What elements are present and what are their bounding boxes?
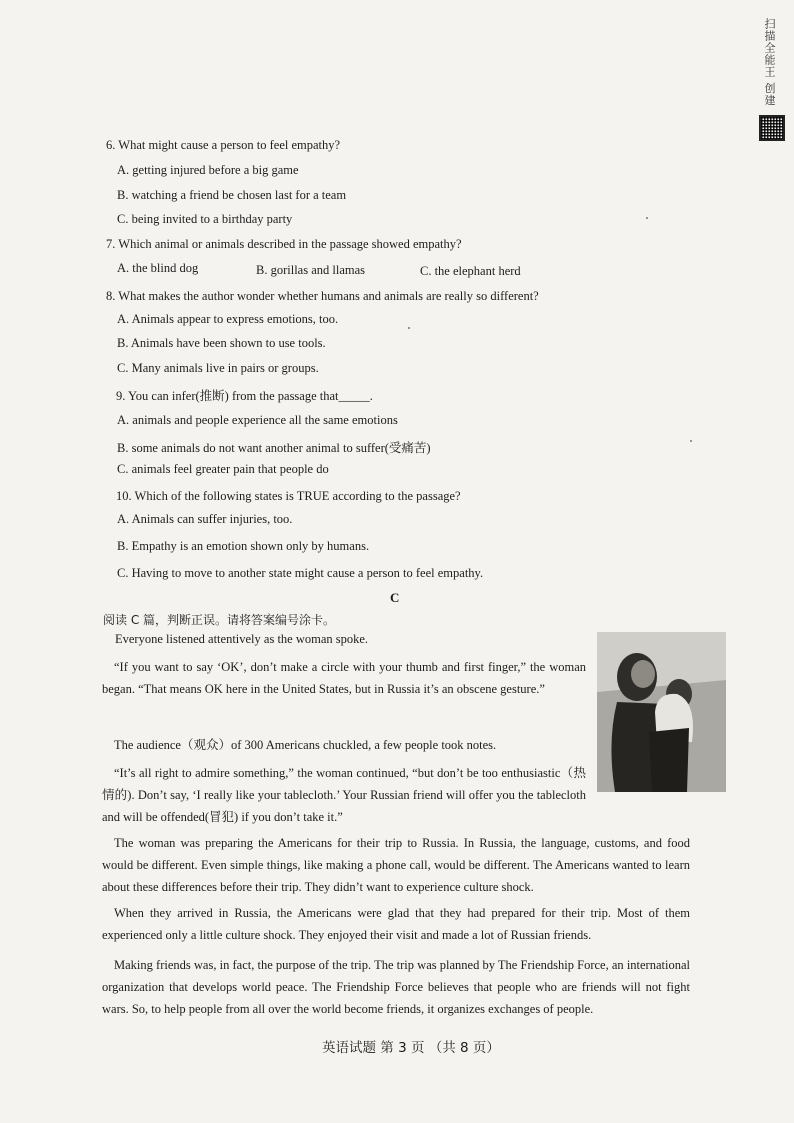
- passage-paragraph-7: Making friends was, in fact, the purpose of the trip. The trip was planned by The Friendship Force, an international organization that develops world peace. The Friendship Force believes that people who are friends will not fight wars. So, to help people from all over the world become friends, it organizes exchanges of people.: [102, 958, 690, 1016]
- question-8-option-a: A. Animals appear to express emotions, too.: [117, 312, 339, 326]
- passage-paragraph-2: “If you want to say ‘OK’, don’t make a circle with your thumb and first finger,” the woman began. “That means OK here in the United States, but in Russia it’s an obscene gesture.”: [102, 660, 586, 696]
- question-6-option-a: A. getting injured before a big game: [117, 163, 299, 177]
- question-7-option-c: C. the elephant herd: [420, 264, 521, 278]
- scanner-watermark: 扫描全能王 创建: [763, 18, 776, 107]
- qr-code-icon: [759, 115, 785, 141]
- question-8-option-b: B. Animals have been shown to use tools.: [117, 336, 326, 350]
- question-8: 8. What makes the author wonder whether humans and animals are really so different?: [106, 289, 539, 303]
- question-10-option-c: C. Having to move to another state might cause a person to feel empathy.: [117, 566, 484, 580]
- section-instruction: 阅读 C 篇，判断正误。请将答案编号涂卡。: [103, 613, 336, 627]
- question-9-option-a: A. animals and people experience all the same emotions: [117, 413, 398, 427]
- passage-paragraph-6: When they arrived in Russia, the Americans were glad that they had prepared for their trip. Most of them experienced only a little culture shock. They enjoyed their visit and made a lot of Russian friends.: [102, 906, 690, 942]
- question-6-option-b: B. watching a friend be chosen last for a team: [117, 188, 347, 202]
- passage-paragraph-4: “It’s all right to admire something,” the woman continued, “but don’t be too enthusiastic（热情的). Don’t say, ‘I really like your tablecloth.’ Your Russian friend will offer you the tablecloth and will be offended(冒犯) if you don’t take it.”: [102, 766, 586, 824]
- section-letter: C: [390, 590, 400, 605]
- question-9-option-c: C. animals feel greater pain that people do: [117, 462, 329, 476]
- question-8-option-c: C. Many animals live in pairs or groups.: [117, 361, 319, 375]
- passage-paragraph-1: Everyone listened attentively as the woman spoke.: [115, 632, 369, 646]
- scan-speck: [690, 440, 692, 442]
- question-9-option-b: B. some animals do not want another animal to suffer(受痛苦): [117, 441, 431, 455]
- question-6: 6. What might cause a person to feel empathy?: [106, 138, 341, 152]
- page-footer: 英语试题 第 3 页 （共 8 页）: [322, 1040, 500, 1056]
- question-10-option-a: A. Animals can suffer injuries, too.: [117, 512, 293, 526]
- question-10: 10. Which of the following states is TRUE according to the passage?: [116, 489, 461, 503]
- question-7-option-a: A. the blind dog: [117, 261, 199, 275]
- scan-speck: [646, 217, 648, 219]
- question-7-option-b: B. gorillas and llamas: [256, 263, 366, 277]
- question-7: 7. Which animal or animals described in the passage showed empathy?: [106, 237, 462, 251]
- question-6-option-c: C. being invited to a birthday party: [117, 212, 293, 226]
- scan-speck: [408, 327, 410, 329]
- photo-two-women: [597, 632, 726, 792]
- question-10-option-b: B. Empathy is an emotion shown only by humans.: [117, 539, 370, 553]
- passage-paragraph-5: The woman was preparing the Americans for their trip to Russia. In Russia, the language, customs, and food would be different. Even simple things, like making a phone call, would be different. The Americans wanted to learn about these differences before their trip. They didn’t want to experience culture shock.: [102, 836, 690, 894]
- passage-paragraph-3: The audience（观众）of 300 Americans chuckled, a few people took notes.: [114, 738, 497, 752]
- question-9: 9. You can infer(推断) from the passage that_____.: [116, 389, 373, 403]
